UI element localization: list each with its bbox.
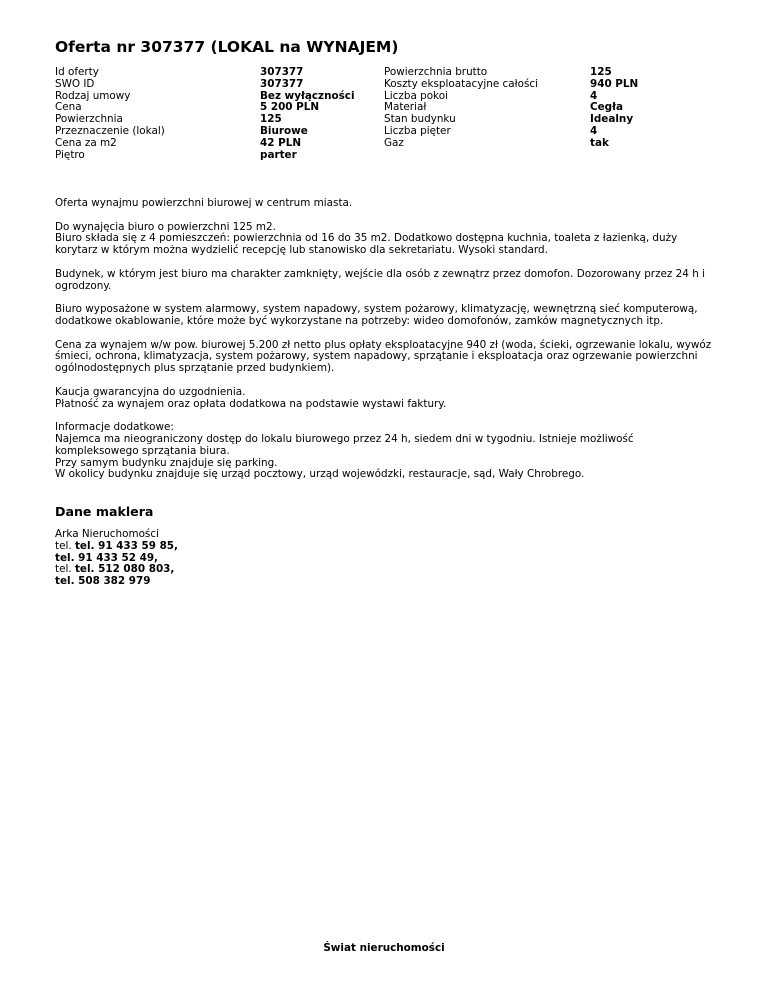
property-value: parter bbox=[260, 148, 297, 161]
property-label: Rodzaj umowy bbox=[55, 89, 131, 102]
phone-prefix: tel. bbox=[55, 539, 75, 552]
phone-number: tel. 91 433 52 49, bbox=[55, 551, 159, 564]
property-value: 940 PLN bbox=[590, 77, 639, 90]
description-line: Płatność za wynajem oraz opłata dodatkowa na podstawie wystawi faktury. bbox=[55, 397, 447, 410]
property-value: Biurowe bbox=[260, 124, 308, 137]
property-value: 4 bbox=[590, 89, 598, 102]
property-label: Przeznaczenie (lokal) bbox=[55, 124, 165, 137]
offer-description bbox=[55, 198, 715, 493]
property-label: Powierzchnia brutto bbox=[384, 66, 488, 78]
broker-heading: Dane maklera bbox=[55, 504, 154, 519]
description-paragraph bbox=[55, 304, 715, 328]
properties-left-values bbox=[260, 67, 355, 161]
property-label: Materiał bbox=[384, 101, 427, 114]
property-value: Idealny bbox=[590, 113, 634, 126]
description-line: Budynek, w którym jest biuro ma charakter zamknięty, wejście dla osób z zewnątrz przez domofon. Dozorowany przez 24 h i ogrodzony. bbox=[55, 267, 705, 292]
description-paragraph bbox=[55, 387, 715, 411]
property-value: Cegła bbox=[590, 101, 623, 114]
property-value: 307377 bbox=[260, 66, 304, 78]
phone-prefix: tel. bbox=[55, 563, 75, 576]
description-line: Biuro składa się z 4 pomieszczeń: powierzchnia od 16 do 35 m2. Dodatkowo dostępna kuchnia, toaleta z łazienką, duży korytarz w którym można wydzielić recepcję lub stanowisko dla sekretariatu. Wysoki standard. bbox=[55, 232, 678, 257]
property-label: Stan budynku bbox=[384, 113, 456, 126]
phone-number: tel. 91 433 59 85, bbox=[74, 539, 178, 552]
description-line: W okolicy budynku znajduje się urząd pocztowy, urząd wojewódzki, restauracje, sąd, Wały Chrobrego. bbox=[55, 468, 585, 481]
description-line: Kaucja gwarancyjna do uzgodnienia. bbox=[55, 385, 246, 398]
property-value: 125 bbox=[260, 113, 282, 126]
property-label: Piętro bbox=[55, 148, 85, 161]
property-value: 307377 bbox=[260, 77, 304, 90]
property-value: Bez wyłączności bbox=[260, 89, 355, 102]
description-paragraph bbox=[55, 340, 715, 375]
property-label: Liczba pięter bbox=[384, 124, 451, 137]
description-paragraph bbox=[55, 422, 715, 481]
description-line: Biuro wyposażone w system alarmowy, system napadowy, system pożarowy, klimatyzację, wewnętrzną sieć komputerową, dodatkowe okablowanie, które może być wykorzystane na potrzeby: wideo domofonów, zamków magnetycznych itp. bbox=[55, 303, 698, 327]
description-line: Przy samym budynku znajduje się parking. bbox=[55, 456, 278, 469]
page-title: Oferta nr 307377 (LOKAL na WYNAJEM) bbox=[55, 38, 399, 56]
description-line: Cena za wynajem w/w pow. biurowej 5.200 zł netto plus opłaty eksploatacyjne 940 zł (woda, ścieki, ogrzewanie lokalu, wywóz śmieci, ochrona, klimatyzacja, system pożarowy, system napadowy, sprzątanie i eksploatacja oraz ogrzewanie powierzchni ogólnodostępnych plus sprzątanie przed budynkiem). bbox=[55, 338, 712, 375]
property-value: 4 bbox=[590, 124, 598, 137]
description-line: Najemca ma nieograniczony dostęp do lokalu biurowego przez 24 h, siedem dni w tygodniu. Istnieje możliwość kompleksowego sprzątania biura. bbox=[55, 432, 634, 457]
property-label: Gaz bbox=[384, 136, 404, 149]
description-line: Oferta wynajmu powierzchni biurowej w centrum miasta. bbox=[55, 197, 353, 209]
description-paragraph bbox=[55, 198, 715, 210]
phone-number: tel. 508 382 979 bbox=[55, 575, 151, 588]
description-line: Do wynajęcia biuro o powierzchni 125 m2. bbox=[55, 220, 276, 233]
properties-right-values bbox=[590, 67, 638, 150]
property-label: Liczba pokoi bbox=[384, 89, 448, 102]
property-label: Id oferty bbox=[55, 66, 99, 78]
property-value: 5 200 PLN bbox=[260, 101, 320, 114]
property-label: Koszty eksploatacyjne całości bbox=[384, 77, 538, 90]
property-label: SWO ID bbox=[55, 77, 95, 90]
property-label: Powierzchnia bbox=[55, 113, 123, 126]
broker-details bbox=[55, 529, 178, 588]
properties-left-labels bbox=[55, 67, 165, 161]
description-line: Informacje dodatkowe: bbox=[55, 421, 174, 434]
phone-number: tel. 512 080 803, bbox=[74, 563, 175, 576]
description-paragraph bbox=[55, 269, 715, 293]
property-value: 125 bbox=[590, 66, 612, 78]
broker-company: Arka Nieruchomości bbox=[55, 528, 159, 540]
page-footer: Świat nieruchomości bbox=[323, 942, 445, 954]
description-paragraph bbox=[55, 222, 715, 257]
properties-right-labels bbox=[384, 67, 538, 150]
property-value: tak bbox=[590, 136, 609, 149]
property-value: 42 PLN bbox=[260, 136, 302, 149]
broker-phone bbox=[55, 576, 178, 588]
property-label: Cena za m2 bbox=[55, 136, 117, 149]
property-label: Cena bbox=[55, 101, 82, 114]
